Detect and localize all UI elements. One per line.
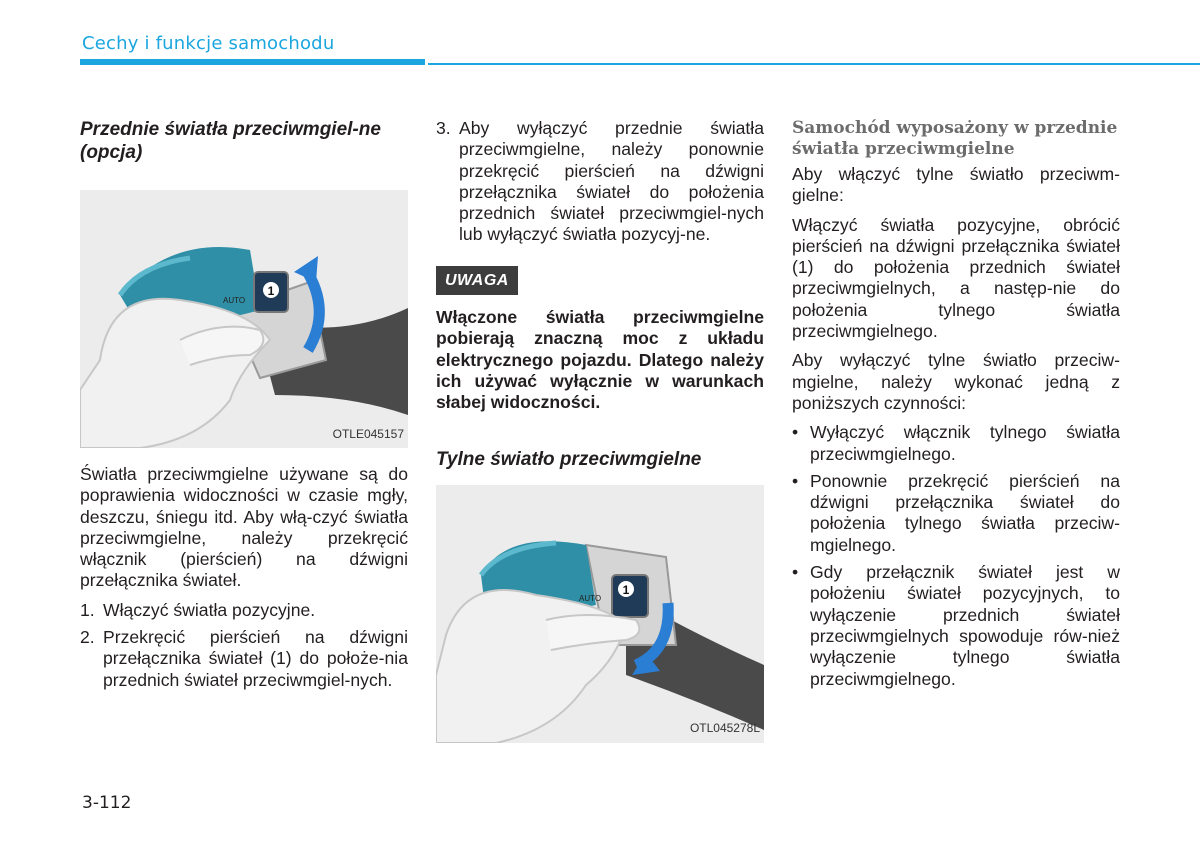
bullet-symbol: • — [792, 562, 799, 583]
warning-text: Włączone światła przeciwmgielne pobierają znaczną moc z układu elektrycznego pojazdu. Dlatego należy ich używać wyłącznie w warunkach słabej widoczności. — [436, 307, 764, 413]
bullet-text: Ponownie przekręcić pierścień na dźwigni przełącznika świateł do położenia tylnego światła przeciw-mgielnego. — [810, 470, 1120, 555]
bullet-item — [792, 562, 1120, 690]
bullet-item — [792, 422, 1120, 465]
warning-label: UWAGA — [436, 266, 518, 295]
section-title-front-fog: Przednie światła przeciwmgiel-ne (opcja) — [80, 119, 381, 163]
list-item-number: 3. — [436, 118, 451, 138]
lever-illustration-rear — [436, 485, 764, 743]
intro-paragraph: Światła przeciwmgielne używane są do poprawienia widoczności w czasie mgły, deszczu, śniegu itd. Aby włą-czyć światła przeciwmgielne, należy przekręcić włącznik (pierścień) na dźwigni przełącznika świateł. — [80, 464, 408, 591]
auto-label: AUTO — [223, 296, 246, 305]
column-1 — [80, 118, 408, 697]
header-rule-thick — [80, 59, 425, 65]
figure-caption: OTL045278L — [689, 721, 760, 736]
page-number: 3-112 — [82, 793, 132, 813]
figure-caption: OTLE045157 — [332, 426, 404, 441]
paragraph: Aby włączyć tylne światło przeciwm-gielne: — [792, 164, 1120, 206]
callout-number: 1 — [622, 582, 630, 597]
subsection-title: Samochód wyposażony w przednie światła przeciwmgielne — [792, 118, 1118, 159]
warning-box — [436, 266, 764, 414]
list-item-text: Przekręcić pierścień na dźwigni przełącznika świateł (1) do położe-nia przednich świateł przeciwmgiel-nych. — [103, 627, 408, 690]
auto-label: AUTO — [579, 593, 602, 603]
lever-illustration — [80, 190, 408, 448]
bullet-symbol: • — [792, 422, 799, 443]
list-item-text: Włączyć światła pozycyjne. — [103, 599, 316, 620]
column-2 — [436, 118, 764, 743]
section-title-rear-fog: Tylne światło przeciwmgielne — [436, 448, 702, 470]
list-item — [436, 118, 764, 246]
figure-front-fog-lever — [80, 190, 408, 448]
callout-number: 1 — [267, 284, 275, 298]
bullet-text: Gdy przełącznik świateł jest w położeniu świateł pozycyjnych, to wyłączenie przednich świateł przeciwmgielnych spowoduje rów-nież wyłączenie tylnego światła przeciwmgielnego. — [810, 562, 1120, 689]
paragraph: Włączyć światła pozycyjne, obrócić pierścień na dźwigni przełącznika świateł (1) do położenia przednich świateł przeciwmgielnych, a następ-nie do położenia tylnego światła przeciwmgielnego. — [792, 214, 1120, 342]
list-item — [80, 627, 408, 691]
bullet-item — [792, 471, 1120, 556]
bullet-symbol: • — [792, 470, 799, 491]
figure-rear-fog-lever — [436, 485, 764, 743]
header-rule-thin — [428, 63, 1200, 65]
chapter-title: Cechy i funkcje samochodu — [82, 33, 335, 54]
bullet-text: Wyłączyć włącznik tylnego światła przeciwmgielnego. — [810, 422, 1120, 464]
list-item-number: 2. — [80, 627, 95, 648]
paragraph: Aby wyłączyć tylne światło przeciw-mgielne, należy wykonać jedną z poniższych czynności: — [792, 350, 1120, 413]
list-item-number: 1. — [80, 599, 95, 620]
list-item-text: Aby wyłączyć przednie światła przeciwmgielne, należy ponownie przekręcić pierścień na dźwigni przełącznika świateł do położenia przednich świateł przeciwmgiel-nych lub wyłączyć światła pozycyj-ne. — [459, 118, 764, 245]
column-3 — [792, 118, 1120, 696]
list-item — [80, 600, 408, 621]
